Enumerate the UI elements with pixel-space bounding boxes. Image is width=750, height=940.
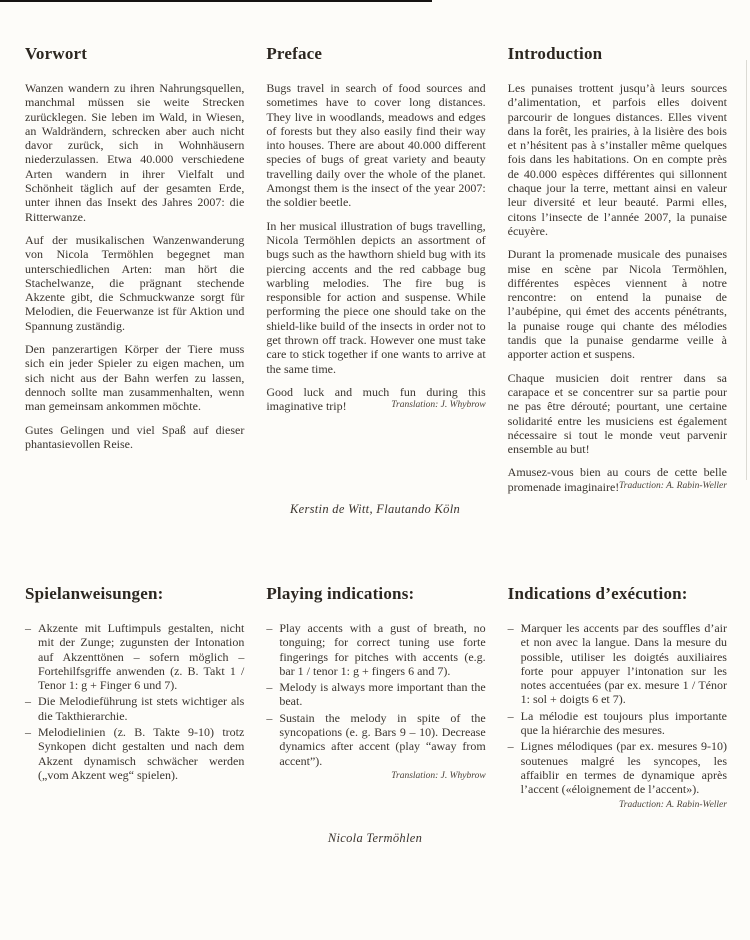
paragraph: Auf der musikalischen Wanzenwanderung von Nicola Termöhlen begegnet man unterschiedlichen Arten: man hört die Stachelwanze, die prägnant stechende Akzente gibt, die Schmuckwanze sorgt für Melodien, die Feuerwanze ist für Aktion und Spannung zuständig.: [25, 232, 245, 333]
instruction-item: [25, 725, 244, 782]
indications-execution-heading: Indications d’exécution:: [507, 584, 688, 603]
instruction-item: [25, 694, 244, 723]
bullet-dash: –: [266, 710, 273, 725]
scan-edge-artifact-right: [746, 60, 747, 480]
instruction-text: Melody is always more important than the beat.: [279, 680, 486, 709]
bullet-dash: –: [266, 621, 273, 635]
instruction-text: Lignes mélodiques (par ex. mesures 9-10) soutenues malgré les syncopes, les affaiblir en termes de dynamique après l’accent («éloignement de l’accent»).: [520, 739, 727, 797]
instruction-item: [266, 680, 485, 709]
introduction-heading: Introduction: [507, 44, 603, 63]
instruction-text: Akzente mit Luftimpuls gestalten, nicht mit der Zunge; zugunsten der Intonation auf Akzenttönen – sofern möglich – Fortehilfsgriffe anwenden (z. B. Takt 1 / Tenor 1: g + Finger 6 und 7).: [38, 621, 245, 693]
instruction-item: [266, 711, 485, 768]
playing-indications-heading: Playing indications:: [266, 584, 415, 603]
bullet-dash: –: [25, 725, 31, 740]
signature-nicola-termoehlen: Nicola Termöhlen: [327, 831, 423, 845]
paragraph: Amusez-vous bien au cours de cette belle promenade imaginaire!: [507, 465, 727, 494]
bullet-dash: –: [25, 694, 31, 709]
column-german-preface: [25, 44, 244, 503]
bullet-dash: –: [25, 621, 31, 635]
spielanweisungen-heading: Spielanweisungen:: [25, 584, 164, 603]
translation-credit: Traduction: A. Rabin-Weller: [619, 799, 727, 810]
translation-credit: Translation: J. Whybrow: [391, 770, 486, 781]
paragraph: Good luck and much fun during this imaginative trip!: [266, 384, 486, 414]
translation-credit: Traduction: A. Rabin-Weller: [619, 480, 727, 491]
column-english-preface: [266, 44, 485, 503]
instruction-item: [508, 739, 727, 796]
instruction-text: La mélodie est toujours plus importante que la hiérarchie des mesures.: [520, 708, 727, 738]
bullet-dash: –: [507, 621, 514, 635]
paragraph: Den panzerartigen Körper der Tiere muss sich ein jeder Spieler zu eigen machen, um sich nicht aus der Bahn werfen zu lassen, dennoch sollte man zusammenhalten, wenn man gemeinsam ankommen möchte.: [25, 342, 245, 414]
column-english-instructions: [266, 584, 485, 810]
paragraph: Durant la promenade musicale des punaises mise en scène par Nicola Termöhlen, différentes espèces viennent à notre rencontre: on entend la punaise de l’aubépine, qui émet des accents pénétrants, la punaise rouge qui chante des mélodies tandis que la punaise gendarme veille à apporter action et suspens.: [507, 247, 727, 362]
paragraph: Gutes Gelingen und viel Spaß auf dieser phantasievollen Reise.: [25, 422, 245, 451]
paragraph: Bugs travel in search of food sources and sometimes have to cover long distances. They live in woodlands, meadows and edges of forests but they also easily find their way into houses. There are about 40.000 different species of bugs of great variety and beauty travelling daily over the whole of the planet. Amongst them is the insect of the year 2007: the soldier beetle.: [266, 81, 486, 210]
paragraph: Les punaises trottent jusqu’à leurs sources d’alimentation, et parfois elles doivent parcourir de longues distances. Elles vivent dans la forêt, les prairies, à la lisière des bois et n’hésitent pas à s’installer même quelques fois dans les habitations. On en compte près de 40.000 espèces différentes qui sillonnent chaque jour la terre, mettant ainsi en valeur leur diversité et leur beauté. Parmi elles, citons l’insecte de l’année 2007, la punaise écuyère.: [507, 81, 727, 238]
instruction-item: [508, 709, 727, 738]
instruction-text: Die Melodieführung ist stets wichtiger als die Takthierarchie.: [38, 694, 245, 723]
paragraph-with-credit: [266, 385, 485, 414]
vorwort-heading: Vorwort: [25, 44, 88, 63]
bullet-dash: –: [266, 680, 273, 695]
column-french-instructions: [508, 584, 727, 810]
paragraph: In her musical illustration of bugs travelling, Nicola Termöhlen depicts an assortment of bugs such as the hawthorn shield bug with its piercing accents and the red cabbage bug warbling melodies. The fire bug is responsible for action and suspense. While performing the piece one should take on the shield-like build of the insects in order not to get thrown off track. However one must take care to stick together if one wants to arrive at the same time.: [266, 218, 486, 376]
scan-edge-artifact: [0, 0, 432, 2]
column-german-instructions: [25, 584, 244, 810]
instruction-text: Marquer les accents par des souffles d’air et non avec la langue. Dans la mesure du possible, utiliser les doigtés auxiliaires forte pour appuyer l’intonation sur les notes accentuées (par ex. mesure 1 / Ténor 1: sol + doigts 6 et 7).: [520, 621, 727, 707]
instruction-item: [266, 621, 485, 678]
column-french-preface: [508, 44, 727, 503]
bullet-dash: –: [507, 708, 514, 723]
signature-kerstin-de-witt: Kerstin de Witt, Flautando Köln: [289, 502, 461, 516]
translation-credit: Translation: J. Whybrow: [391, 400, 486, 411]
instruction-item: [508, 621, 727, 707]
paragraph: Wanzen wandern zu ihren Nahrungsquellen, manchmal müssen sie weite Strecken zurücklegen. Sie leben im Wald, in Wiesen, an Waldrändern, schrecken aber auch nicht davor zurück, sich in Wohnhäusern niederzulassen. Etwa 40.000 verschiedene Arten wandern in ihrer Vielfalt und Schönheit täglich auf der gesamten Erde, unter ihnen das Insekt des Jahres 2007: die Ritterwanze.: [25, 81, 245, 224]
instruction-text: Sustain the melody in spite of the syncopations (e. g. Bars 9 – 10). Decrease dynamics after accent (play “away from accent”).: [279, 710, 486, 768]
instruction-item: [25, 621, 244, 692]
bullet-dash: –: [507, 739, 514, 754]
playing-indications-section: [25, 584, 727, 810]
preface-section: [25, 44, 727, 503]
instruction-text: Play accents with a gust of breath, no tonguing; for correct tuning use forte fingerings for pitches with accents (e.g. bar 1 / tenor 1: g + fingers 6 and 7).: [279, 621, 486, 678]
instruction-text: Melodielinien (z. B. Takte 9-10) trotz Synkopen dicht gestalten und nach dem Akzent dynamisch schwächer werden („vom Akzent weg“ spielen).: [38, 725, 245, 782]
preface-heading: Preface: [266, 44, 323, 63]
paragraph-with-credit: [508, 465, 727, 494]
paragraph: Chaque musicien doit rentrer dans sa carapace et se concentrer sur sa partie pour ne pas être dérouté; pourtant, une certaine solidarité entre les musiciens est également nécessaire si tout le monde veut parvenir ensemble au but!: [507, 370, 727, 457]
